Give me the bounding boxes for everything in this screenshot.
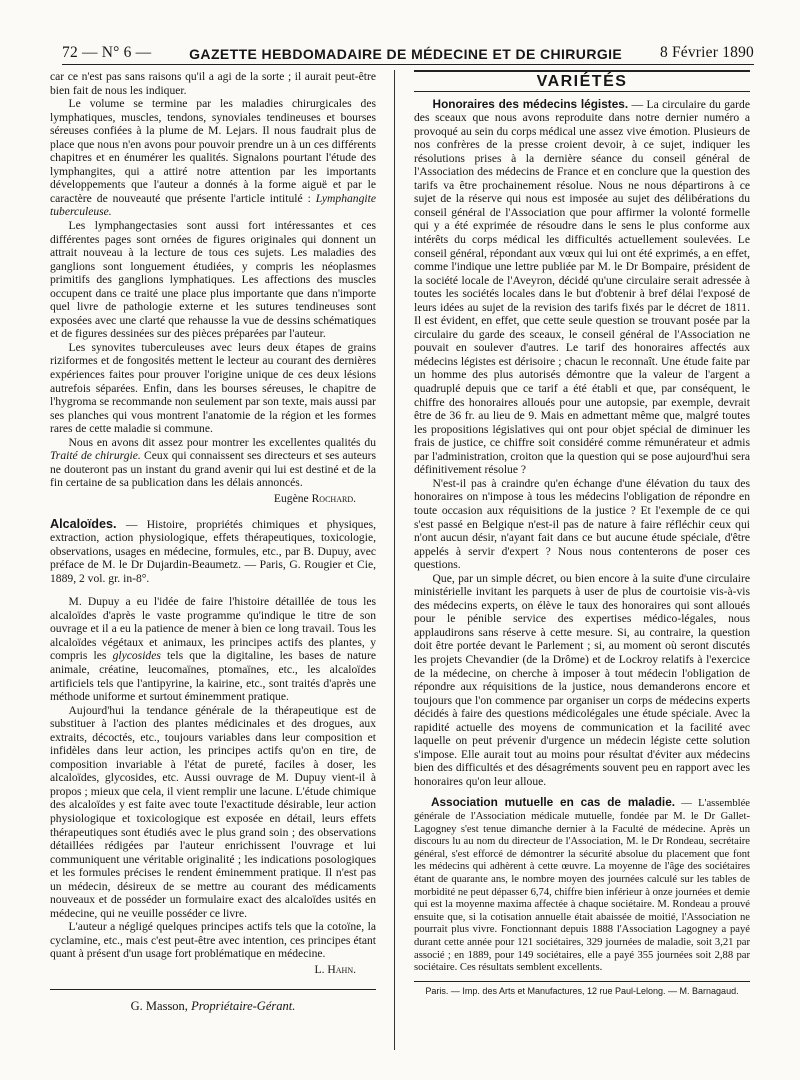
signature-rochard: Eugène Rochard. xyxy=(273,491,356,505)
article-heading: Honoraires des médecins légistes. xyxy=(432,96,629,111)
paragraph: Nous en avons dit assez pour montrer les excellentes qualités du Traité de chirurgie. Ceux qui connaissent ses directeurs et ses auteurs ne douteront pas un instant du grand avenir qui lui est destiné et de la fin certaine de sa publication dans les délais annoncés. xyxy=(50,435,377,490)
paragraph: Les lymphangectasies sont aussi fort intéressantes et ces différentes pages sont ornées de figures originales qui donnent un attrait nouveau à la lecture de tous ces sujets. Les maladies des ganglions sont longuement étudiées, y compris les néoplasmes primitifs des ganglions lymphatiques. Les affections des muscles occupent dans ce traité une place plus importante que dans n'importe quel livre de pathologie externe et les sutures tendineuses sont exposées avec une clarté que rehausse la vue de dessins schématiques et de figures dessinées sur des pièces préparées par l'auteur. xyxy=(50,219,376,341)
book-review-heading xyxy=(50,518,376,586)
issue-date: 8 Février 1890 xyxy=(659,44,754,61)
paragraph: N'est-il pas à craindre qu'en échange d'une élévation du taux des honoraires on n'impose à tous les médecins l'obligation de répondre en toute occasion aux réquisitions de la justice ? Et l'exemple de ce qui s'est passé en Belgique n'est-il pas de nature à faire réfléchir ceux qui n'ont aucun désir, n'ayant fait dans ce but aucune étude spéciale, d'être appelés à servir d'expert ? Nous nous contenterons de poser ces questions. xyxy=(414,476,750,572)
page-number: 72 — N° 6 — xyxy=(62,44,152,61)
imprint-rule xyxy=(414,981,750,982)
book-title: Alcaloïdes. xyxy=(50,516,117,531)
header-rule xyxy=(62,64,754,65)
paragraph: Les synovites tuberculeuses avec leurs deux étapes de grains riziformes et de fongosités mettent le lecteur au courant des dernières expériences faites pour prouver l'origine unique de ces deux lésions autrefois séparées. Enfin, dans les bourses séreuses, le chapitre de l'hygroma se recommande non seulement par son texte, mais aussi par ses planches qui vous montrent l'anatomie de la région et les formes rares de cette maladie si commune. xyxy=(50,340,376,436)
publisher-credit: G. Masson, Propriétaire-Gérant. xyxy=(130,998,296,1013)
footer-rule xyxy=(50,989,376,990)
paragraph: Aujourd'hui la tendance générale de la thérapeutique est de substituer à l'action des plantes médicinales et des drogues, aux extraits, décoctés, etc., toujours variables dans leur composition et infidèles dans leur action, les principes actifs qu'on en tire, de composition invariable à l'état de pureté, faciles à doser, les alcaloïdes, glycosides, etc. Aussi ouvrage de M. Dupuy vient-il à propos ; mieux que cela, il vient remplir une lacune. L'étude chimique des alcaloïdes y est faite avec toute l'exactitude désirable, leur action physiologique et toxicologique est exposée en détail, leurs effets thérapeutiques sont étudiés avec le plus grand soin ; des observations détaillées rédigées par l'auteur enrichissent l'ouvrage et lui communiquent une véritable originalité ; les indications posologiques et les formules précises le rendent éminemment pratique. Il n'est pas un médecin, désireux de se mettre au courant des médicaments nouveaux et de posséder un formulaire exact des alcaloïdes usités en médecine, qui ne veuille posséder ce livre. xyxy=(50,703,376,920)
page-header xyxy=(62,38,754,62)
paragraph: M. Dupuy a eu l'idée de faire l'histoire détaillée de tous les alcaloïdes d'après le vaste programme qu'indique le titre de son ouvrage et il a eu la patience de mener à bien ce long travail. Tous les alcaloïdes végétaux et animaux, les principes actifs des plantes, y compris les glycosides tels que la digitaline, les bases de nature animale, créatine, leucomaïnes, ptomaïnes, etc., les alcaloïdes artificiels tels que l'antipyrine, la kairine, etc., sont traités d'après une méthode uniforme et surtout éminemment pratique. xyxy=(50,595,376,704)
mutual-association-article xyxy=(414,796,750,974)
journal-title: GAZETTE HEBDOMADAIRE DE MÉDECINE ET DE CHIRURGIE xyxy=(189,46,623,62)
book-reference: — Histoire, propriétés chimiques et physiques, extraction, action physiologique, effets thérapeutiques, toxicologie, observations, usages en médecine, formules, etc., par B. Dupuy, avec préface de M. le Dr Dujardin-Beaumetz. — Paris, G. Rougier et Cie, 1889, 2 vol. gr. in-8°. xyxy=(50,517,376,585)
printer-imprint: Paris. — Imp. des Arts et Manufactures, 12 rue Paul-Lelong. — M. Barnagaud. xyxy=(425,985,739,996)
paragraph: Association mutuelle en cas de maladie. — L'assemblée générale de l'Association médicale mutuelle, fondée par M. le Dr Gallet-Lagogney s'est tenue dimanche dernier à la Faculté de médecine. Après un discours lu au nom du directeur de l'Association, M. le Dr Rondeau, secrétaire général, s'est efforcé de démontrer la sécurité absolue du placement que font les médecins qui adhèrent à cette œuvre. La moyenne de l'âge des sociétaires étant de quarante ans, le nombre moyen des journées calculé sur les tables de morbidité ne peut dépasser 6,74, chiffre bien inférieur à onze journées et demie qui est la moyenne maxima affectée à chaque sociétaire. M. Rondeau a prouvé ensuite que, si la cotisation annuelle était abaissée de moitié, l'Association ne pourrait plus vivre. Fonctionnant depuis 1888 l'Association Lagogney a payé durant cette année pour 121 sociétaires, 329 journées de maladie, soit 3,21 par associé ; en 1889, pour 149 sociétaires, elle a payé 355 journées soit 2,88 par sociétaire. Ces résultats semblent excellents. xyxy=(414,795,750,974)
left-column xyxy=(50,70,376,1013)
section-title: VARIÉTÉS xyxy=(414,70,750,92)
paragraph: L'auteur a négligé quelques principes actifs tels que la cotoïne, la cyclamine, etc., mais c'est peut-être avec intention, ces principes étant quant à présent d'un usage fort problématique en médecine. xyxy=(50,920,376,961)
signature-hahn: L. Hahn. xyxy=(314,963,356,976)
paragraph: Le volume se termine par les maladies chirurgicales des lymphatiques, muscles, tendons, synoviales tendineuses et bourses séreuses confiées à la plume de M. Lejars. Il nous faudrait plus de place que nous n'en avons pour pouvoir prendre un à un ces différents chapitres et en énumérer les qualités. Signalons pourtant l'étude des lymphangites, qui a attiré notre attention par les importants développements que l'auteur a donnés à la forme aiguë et par le caractère de nouveauté que présente l'article intitulé : Lymphangite tuberculeuse. xyxy=(50,97,376,219)
article-heading: Association mutuelle en cas de maladie. xyxy=(430,795,676,810)
paragraph: car ce n'est pas sans raisons qu'il a agi de la sorte ; il aurait peut-être bien fait de nous les indiquer. xyxy=(50,70,376,97)
right-column xyxy=(414,70,750,998)
paragraph: Que, par un simple décret, ou bien encore à la suite d'une circulaire ministérielle invitant les parquets à user de plus de courtoisie vis-à-vis des médecins experts, on élève le taux des honoraires qui sont alloués pour le pénible service des expertises médico-légales, nous applaudirons sans réserve à cette mesure. Si, au contraire, la question doit être portée devant le Parlement ; si, au moment où seront discutés les projets Chevandier (de la Drôme) et de Lockroy relatifs à l'exercice de la médecine, on cherche à imposer à tout médecin l'obligation de répondre aux réquisitions de la justice, nous demanderons encore et toujours que l'on commence par organiser un corps de médecins experts décidés à faire des questions médicolégales une étude spéciale. Avec la rapidité actuelle des moyens de communication et la facilité avec laquelle on peut prévenir d'urgence un médecin légiste cette solution s'impose. Elle aurait tout au moins pour résultat d'éviter aux médecins bien des difficultés et des désagréments souvent peu en rapport avec les honoraires qu'on leur alloue. xyxy=(414,571,750,788)
paragraph: Honoraires des médecins légistes. — La circulaire du garde des sceaux que nous avons reproduite dans notre dernier numéro a provoqué au sein du corps médical une assez vive émotion. Plusieurs de nos confrères de la presse croient devoir, à ce sujet, indiquer les résolutions prises à la dernière séance du conseil général de l'Association des médecins de France et en conclure que la question des tarifs va être prochainement résolue. Nous ne nous départirons à ce sujet de la réserve qui nous est imposée au sujet des délibérations du conseil général de l'Association que pour affirmer la volonté formelle qui y a été exprimée de résoudre dans le sens le plus conforme aux intérêts du corps médical les difficultés actuellement soulevées. Le conseil général, répondant aux vœux qui lui ont été exprimés, a en effet, comme l'indique une lettre publiée par M. le Dr Bompaire, président de la société locale de l'Aveyron, décidé qu'une circulaire serait adressée à toutes les sociétés locales dans le but d'obtenir à bref délai l'exposé de leurs idées au sujet de la revision des tarifs fixés par le décret de 1811. Il est évident, en effet, que cette seule question se trouvant posée par la circulaire du garde des sceaux, le conseil général de l'Association ne pouvait en soulever d'autres. Le tarif des honoraires affectés aux médecins légistes est dérisoire ; chacun le reconnaît. Une étude faite par un homme des plus autorisés démontre que la valeur de l'argent a quadruplé depuis que ce tarif a été établi et que, par conséquent, le chiffre des honoraires alloués pour une autopsie, par exemple, devrait être de 36 fr. au lieu de 9. Mais en admettant même que, malgré toutes les propositions législatives qui ont pour objet spécial de diminuer les frais de justice, ce chiffre soit considéré comme rémunérateur et admis par l'administration, croiton que la question qui se pose aujourd'hui sera définitivement résolue ? xyxy=(414,96,750,477)
column-divider xyxy=(394,70,395,1050)
